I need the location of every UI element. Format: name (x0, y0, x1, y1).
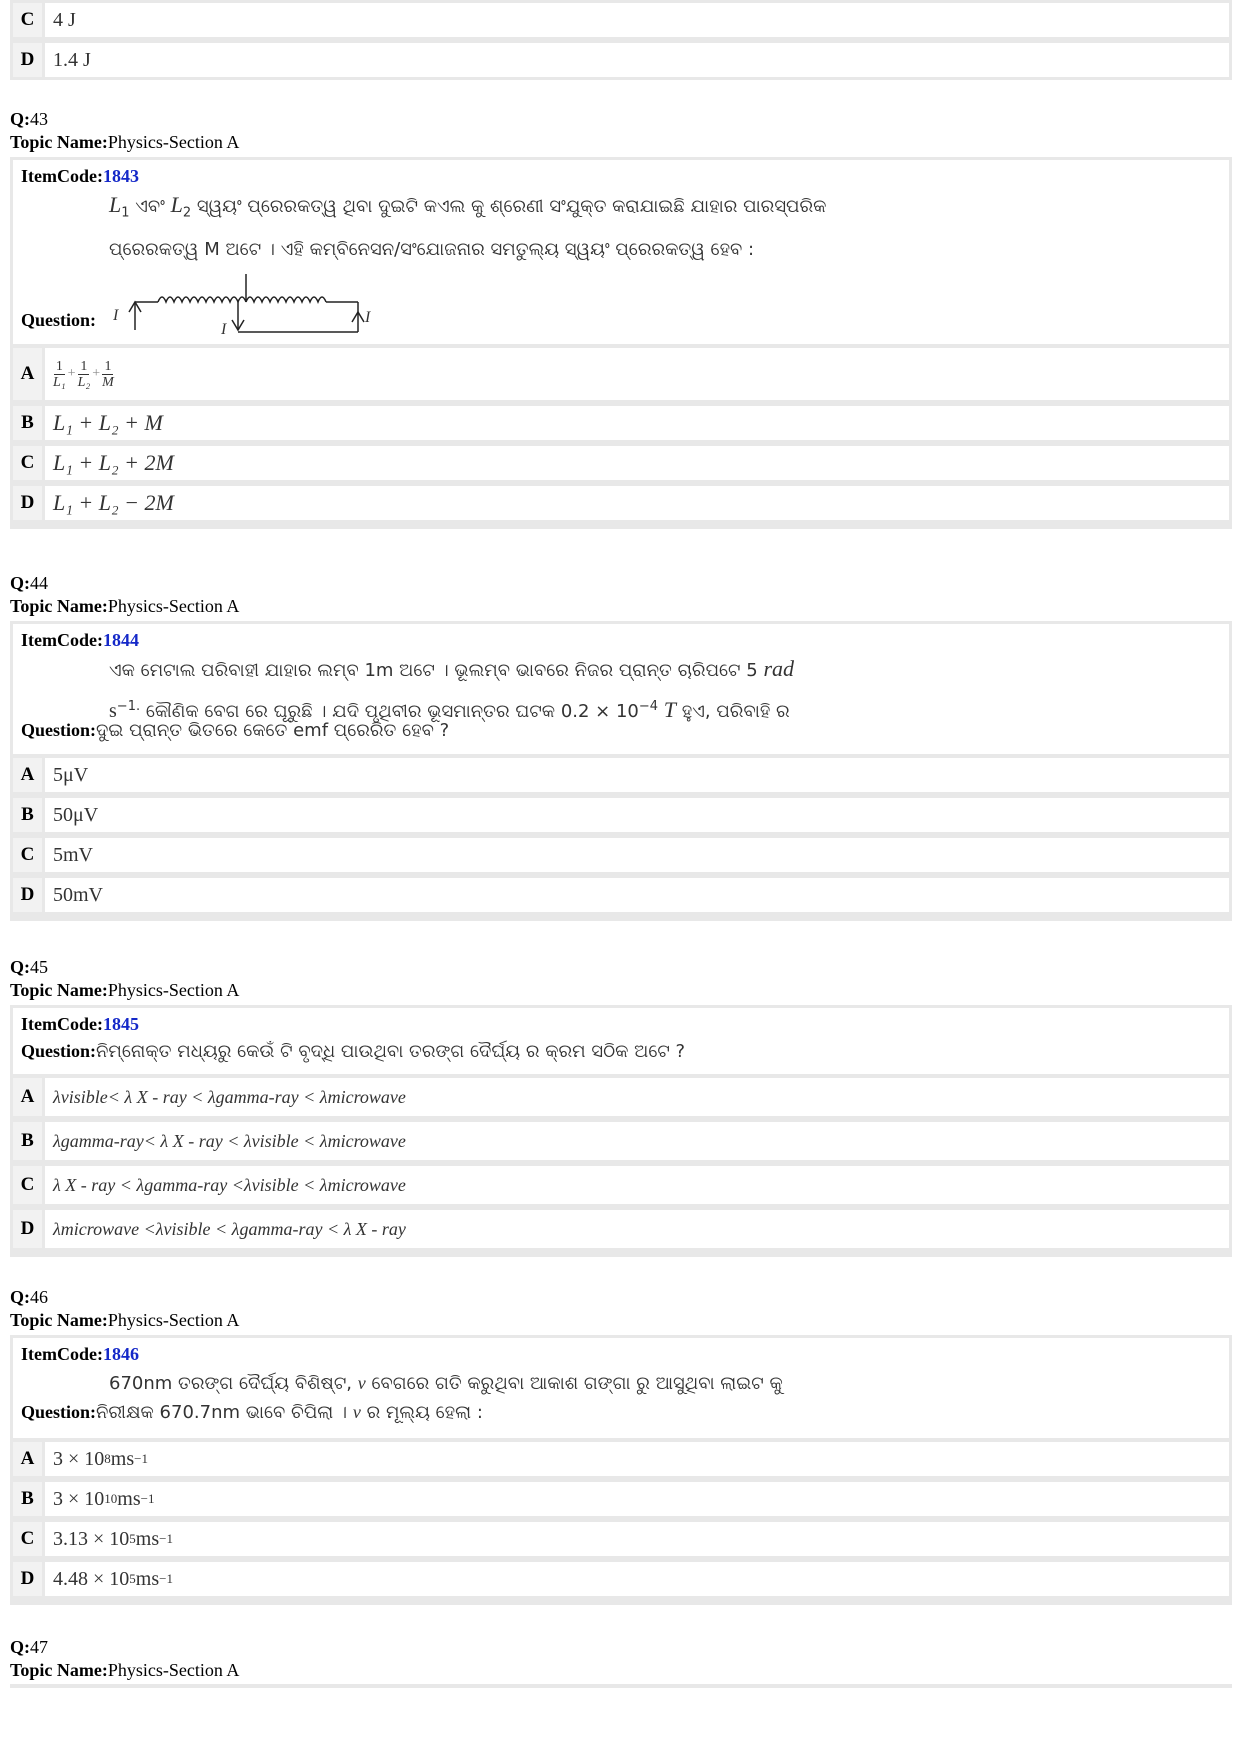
question-line: Question: ଦୁଇ ପ୍ରାନ୍ତ ଭିତରେ କେତେ emf ପ୍ରେରିତ ହେବ ? (21, 720, 450, 741)
current-label: I (113, 307, 119, 324)
question-text: 670nm ତରଙ୍ଗ ଦୈର୍ଘ୍ୟ ବିଶିଷ୍ଟ, v ବେଗରେ ଗତି କରୁଥିବା ଆକାଶ ଗଙ୍ଗା ରୁ ଆସୁଥିବା ଲାଇଟ କୁ (109, 1373, 783, 1394)
option-text: 3 × 10 8 ms −1 (53, 1447, 148, 1470)
question-content (13, 1008, 1229, 1074)
option-row-a[interactable] (13, 348, 1229, 400)
option-text: 3.13 × 10 5 ms −1 (53, 1527, 173, 1550)
option-row-d[interactable] (13, 486, 1229, 520)
question-label: Question: (21, 1402, 97, 1422)
option-letter: C (13, 1166, 45, 1204)
option-letter: B (13, 1122, 45, 1160)
option-row-d[interactable] (13, 878, 1229, 912)
option-text: 50μV (53, 803, 99, 826)
topic-name: Topic Name:Physics-Section A (10, 596, 240, 616)
question-text: $L_1$ ଏବଂ $L_2$ ସ୍ୱୟଂ ପ୍ରେରକତ୍ୱ ଥିବା ଦୁଇଟି କଏଲ କୁ ଶ୍ରେଣୀ ସଂଯୁକ୍ତ କରାଯାଇଛି ଯାହାର ପାରସ୍ପରିକ ପ୍ରେରକତ୍ୱ M ଅଟେ । ଏହି କମ୍ବିନେସନ/ସଂଯୋଜନାର ସମତୁଲ୍ୟ ସ୍ୱୟଂ ପ୍ରେରକତ୍ୱ ହେବ : (109, 192, 827, 260)
question-content (13, 160, 1229, 344)
question-label: Question: (21, 310, 97, 330)
option-text: λmicrowave <λvisible < λgamma-ray < λ X - ray (53, 1218, 406, 1239)
option-row-d[interactable] (13, 1562, 1229, 1596)
question-number: Q:43 (10, 109, 48, 129)
question-number: Q:47 (10, 1637, 48, 1657)
option-row-c[interactable] (13, 446, 1229, 480)
question-box-top-edge (10, 1684, 1232, 1688)
option-text: λ X - ray < λgamma-ray <λvisible < λmicrowave (53, 1174, 406, 1195)
question-line: Question: ନିରୀକ୍ଷକ 670.7nm ଭାବେ ଚିପିଲା । v ର ମୂଲ୍ୟ ହେଲା : (21, 1402, 483, 1423)
question-block-46 (10, 1286, 1232, 1605)
option-letter: C (13, 3, 45, 37)
option-letter: B (13, 1482, 45, 1516)
question-content (13, 1338, 1229, 1438)
item-code: ItemCode:1846 (21, 1344, 139, 1364)
option-row-d[interactable] (13, 1210, 1229, 1248)
question-number: Q:46 (10, 1287, 48, 1307)
coil-circuit-diagram (113, 272, 413, 342)
option-letter: D (13, 486, 45, 520)
topic-name: Topic Name:Physics-Section A (10, 980, 240, 1000)
option-letter: D (13, 1562, 45, 1596)
option-letter: B (13, 798, 45, 832)
option-text: 4 J (53, 8, 76, 31)
option-letter: C (13, 1522, 45, 1556)
option-row-b[interactable] (13, 798, 1229, 832)
option-row-c[interactable] (13, 1166, 1229, 1204)
option-text: L₁ + L₂ + M (53, 410, 163, 435)
option-row-c[interactable] (13, 1522, 1229, 1556)
option-letter: A (13, 1078, 45, 1116)
option-text: 50mV (53, 883, 103, 906)
option-row-a[interactable] (13, 758, 1229, 792)
option-letter: D (13, 1210, 45, 1248)
question-label: Question: (21, 720, 97, 740)
option-row-b[interactable] (13, 1122, 1229, 1160)
option-letter: A (13, 348, 45, 400)
option-text: L₁ + L₂ + 2M (53, 450, 174, 475)
question-number: Q:44 (10, 573, 48, 593)
option-row-c[interactable] (13, 838, 1229, 872)
previous-question-options (10, 0, 1232, 80)
topic-name: Topic Name:Physics-Section A (10, 1660, 240, 1680)
option-text: 3 × 10 10 ms −1 (53, 1487, 155, 1510)
option-text: 5mV (53, 843, 93, 866)
item-code: ItemCode:1843 (21, 166, 139, 186)
item-code: ItemCode:1845 (21, 1014, 139, 1034)
topic-name: Topic Name:Physics-Section A (10, 1310, 240, 1330)
question-label: Question: (21, 1041, 97, 1061)
option-text: λvisible< λ X - ray < λgamma-ray < λmicrowave (53, 1086, 406, 1107)
current-label: I (365, 309, 371, 326)
option-row-a[interactable] (13, 1078, 1229, 1116)
question-block-47 (10, 1636, 1232, 1682)
option-letter: B (13, 406, 45, 440)
option-text: 5μV (53, 763, 89, 786)
option-row-d[interactable] (13, 43, 1229, 77)
option-row-a[interactable] (13, 1442, 1229, 1476)
option-text: L₁ + L₂ − 2M (53, 490, 174, 515)
option-row-b[interactable] (13, 1482, 1229, 1516)
question-block-43 (10, 108, 1232, 529)
option-text: λgamma-ray< λ X - ray < λvisible < λmicrowave (53, 1130, 406, 1151)
option-text: 4.48 × 10 5 ms −1 (53, 1567, 173, 1590)
question-block-45 (10, 956, 1232, 1257)
option-letter: A (13, 758, 45, 792)
option-letter: C (13, 446, 45, 480)
current-label: I (221, 321, 227, 338)
topic-name: Topic Name:Physics-Section A (10, 132, 240, 152)
item-code: ItemCode:1844 (21, 630, 139, 650)
option-letter: A (13, 1442, 45, 1476)
question-block-44 (10, 572, 1232, 921)
option-text: 1.4 J (53, 48, 91, 71)
option-letter: D (13, 878, 45, 912)
option-row-c[interactable] (13, 3, 1229, 37)
option-letter: D (13, 43, 45, 77)
option-row-b[interactable] (13, 406, 1229, 440)
question-number: Q:45 (10, 957, 48, 977)
question-content (13, 624, 1229, 754)
option-text: $\frac{1}{\text{L₁}}$ + $\frac{1}{\text{L₂}}$ + $\frac{1}{M}$ (53, 358, 114, 390)
question-line: Question: ନିମ୍ନୋକ୍ତ ମଧ୍ୟରୁ କେଉଁ ଟି ବୃଦ୍ଧି ପାଉଥିବା ତରଙ୍ଗ ଦୈର୍ଘ୍ୟ ର କ୍ରମ ସଠିକ ଅଟେ ? (21, 1041, 686, 1062)
option-letter: C (13, 838, 45, 872)
question-text: ଏକ ମେଟାଲ ପରିବାହୀ ଯାହାର ଲମ୍ବ 1m ଅଟେ । ଭୂଲମ୍ବ ଭାବରେ ନିଜର ପ୍ରାନ୍ତ ଚାରିପଟେ 5 rad $s^{-1.}$ କୌଣିକ ବେଗ ରେ ଘୂରୁଛି । ଯଦି ପୃଥିବୀର ଭୂସମାନ୍ତର ଘଟକ $0.2 \times 10^{-4}$ T ହୁଏ, ପରିବାହି ର (109, 656, 794, 722)
